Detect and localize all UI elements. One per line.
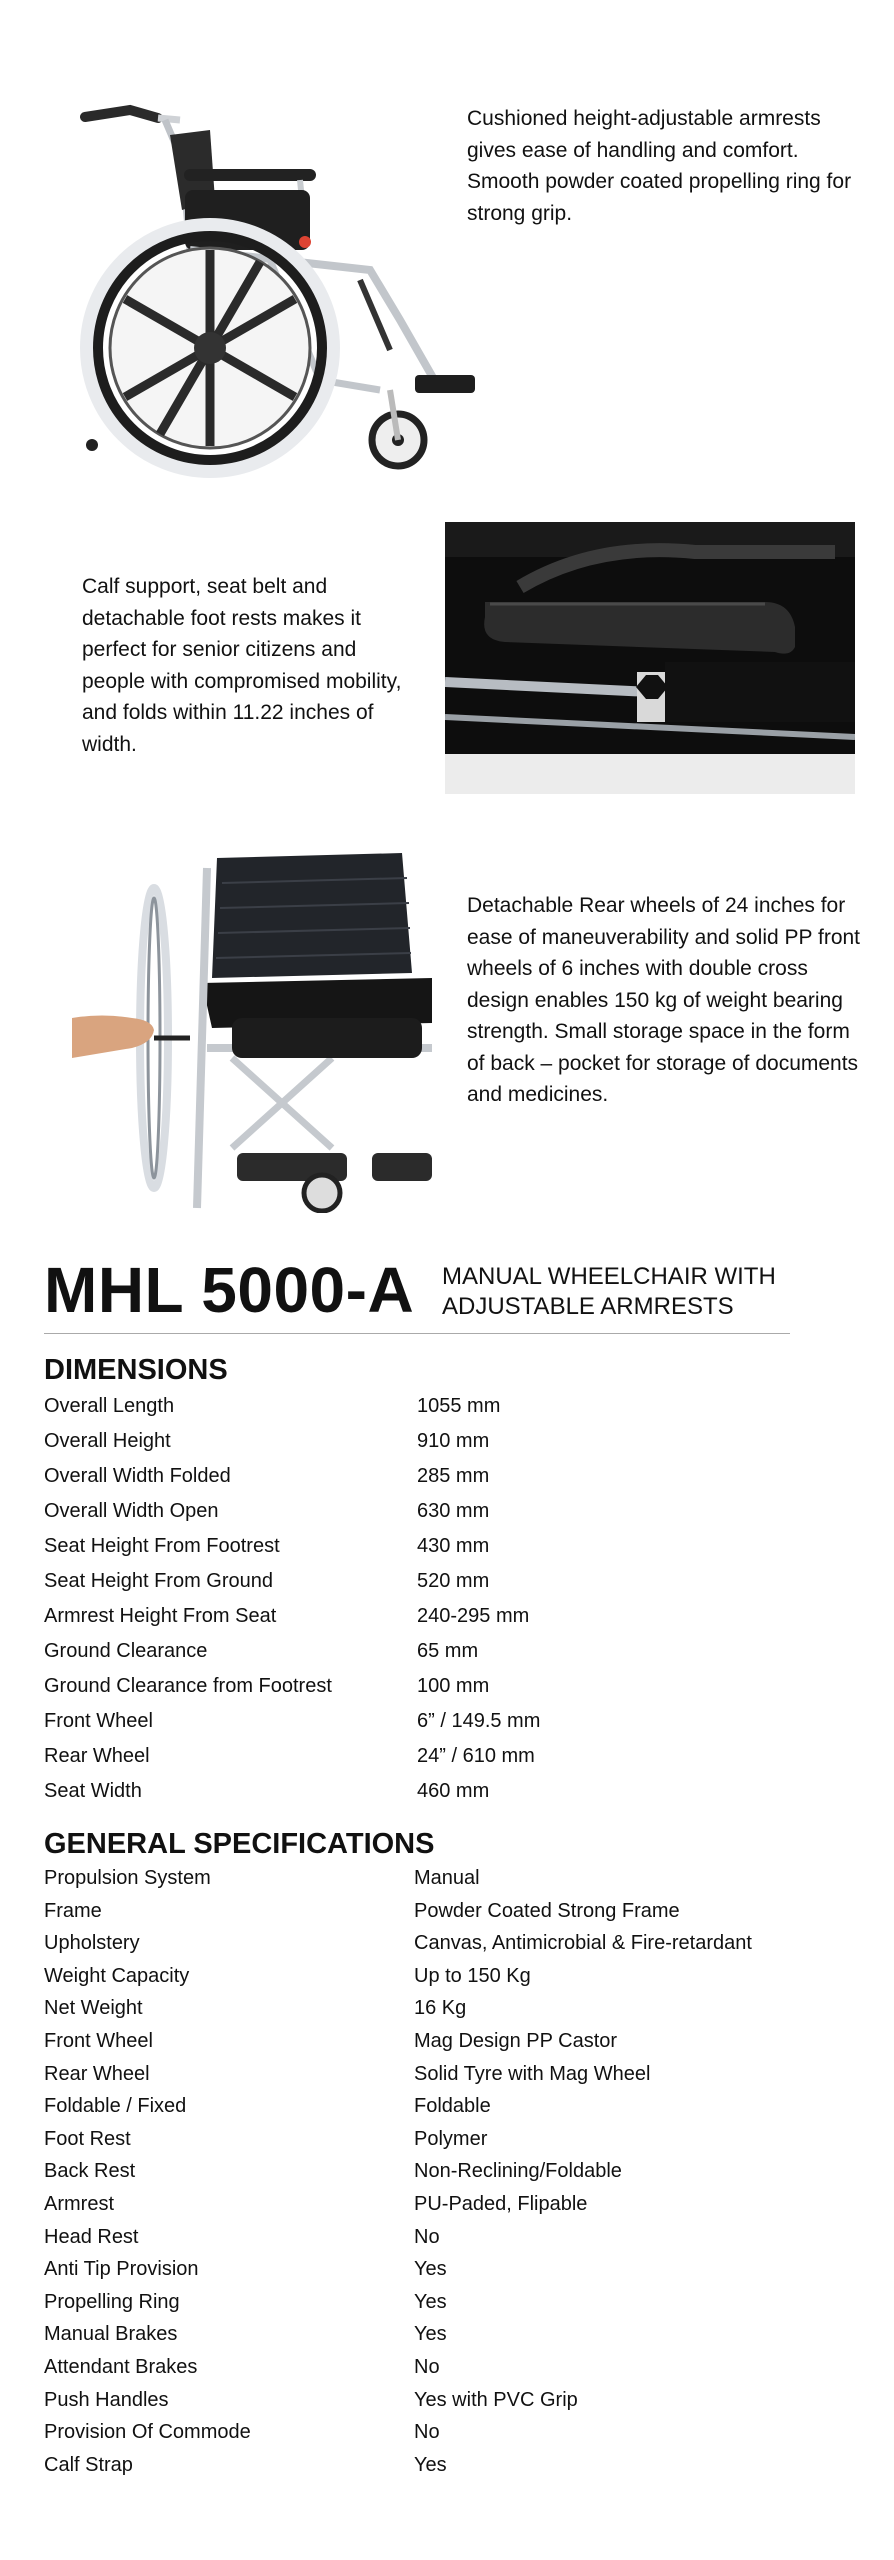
spec-label: Propelling Ring: [44, 2290, 180, 2313]
spec-label: Overall Length: [44, 1395, 175, 1417]
spec-value: Non-Reclining/Foldable: [414, 2160, 622, 2183]
spec-value: Yes: [414, 2323, 447, 2346]
table-row: [44, 1669, 844, 1704]
spec-value: 460 mm: [417, 1780, 490, 1802]
feature-rear-wheels-text: Detachable Rear wheels of 24 inches for ease of maneuverability and solid PP front wheels of 6 inches with double cross design enables 150 kg of weight bearing strength. Small storage space in the form of back – pocket for storage of documents and medicines.: [467, 894, 861, 1106]
spec-label: Attendant Brakes: [44, 2355, 198, 2378]
spec-value: Yes: [414, 2258, 447, 2281]
spec-value: Yes: [414, 2290, 447, 2313]
spec-label: Provision Of Commode: [44, 2421, 251, 2444]
table-row: [44, 2449, 844, 2482]
spec-value: 285 mm: [417, 1465, 490, 1487]
table-row: [44, 1927, 844, 1960]
spec-label: Manual Brakes: [44, 2323, 178, 2346]
spec-value: 630 mm: [417, 1500, 490, 1522]
spec-label: Foot Rest: [44, 2127, 131, 2150]
table-row: [44, 1895, 844, 1928]
spec-label: Armrest: [44, 2192, 114, 2215]
spec-label: Back Rest: [44, 2160, 136, 2183]
spec-label: Seat Width: [44, 1780, 142, 1802]
spec-label: Front Wheel: [44, 2029, 153, 2052]
table-row: [44, 1992, 844, 2025]
spec-label: Seat Height From Footrest: [44, 1535, 280, 1557]
table-row: [44, 2155, 844, 2188]
dimensions-heading: DIMENSIONS: [44, 1354, 228, 1386]
table-row: [44, 1634, 844, 1669]
spec-label: Ground Clearance: [44, 1640, 208, 1662]
spec-label: Front Wheel: [44, 1710, 153, 1732]
spec-value: 100 mm: [417, 1675, 490, 1697]
spec-value: Yes: [414, 2453, 447, 2476]
table-row: [44, 2221, 844, 2254]
spec-label: Rear Wheel: [44, 2062, 150, 2085]
table-row: [44, 1862, 844, 1895]
spec-value: 910 mm: [417, 1430, 490, 1452]
spec-value: Powder Coated Strong Frame: [414, 1899, 680, 1922]
spec-value: 6” / 149.5 mm: [417, 1710, 541, 1732]
table-row: [44, 2286, 844, 2319]
spec-value: No: [414, 2225, 440, 2248]
header-divider: [44, 1333, 790, 1334]
product-subtitle: MANUAL WHEELCHAIR WITH ADJUSTABLE ARMRESTS: [442, 1263, 776, 1320]
table-row: [44, 2058, 844, 2091]
spec-label: Foldable / Fixed: [44, 2095, 187, 2118]
feature-calf-support-text: Calf support, seat belt and detachable foot rests makes it perfect for senior citizens and people with compromised mobility, and folds within 11.22 inches of width.: [82, 575, 402, 756]
spec-value: Manual: [414, 1867, 480, 1889]
spec-label: Weight Capacity: [44, 1964, 190, 1987]
dimensions-table: [44, 1389, 844, 1809]
spec-value: Up to 150 Kg: [414, 1964, 531, 1987]
spec-value: Foldable: [414, 2095, 491, 2118]
spec-label: Armrest Height From Seat: [44, 1605, 277, 1627]
wheelchair-side-view-image: [70, 90, 530, 490]
table-row: [44, 1704, 844, 1739]
spec-label: Frame: [44, 1899, 102, 1922]
spec-value: 520 mm: [417, 1570, 490, 1592]
spec-label: Calf Strap: [44, 2453, 133, 2476]
model-number: MHL 5000-A: [44, 1254, 415, 1326]
spec-value: 240-295 mm: [417, 1605, 530, 1627]
spec-label: Push Handles: [44, 2388, 169, 2411]
table-row: [44, 1599, 844, 1634]
table-row: [44, 1564, 844, 1599]
detachable-wheel-image: [72, 848, 432, 1213]
spec-value: Polymer: [414, 2127, 488, 2150]
general-specifications-heading: GENERAL SPECIFICATIONS: [44, 1828, 435, 1860]
spec-label: Rear Wheel: [44, 1745, 150, 1767]
table-row: [44, 1774, 844, 1809]
table-row: [44, 1529, 844, 1564]
table-row: [44, 1739, 844, 1774]
table-row: [44, 2318, 844, 2351]
spec-label: Propulsion System: [44, 1867, 211, 1889]
general-specifications-table: [44, 1862, 844, 2481]
armrest-closeup-image: [445, 522, 855, 794]
table-row: [44, 1459, 844, 1494]
table-row: [44, 1424, 844, 1459]
spec-label: Ground Clearance from Footrest: [44, 1675, 332, 1697]
spec-label: Anti Tip Provision: [44, 2258, 199, 2281]
table-row: [44, 2025, 844, 2058]
table-row: [44, 2090, 844, 2123]
table-row: [44, 2351, 844, 2384]
spec-value: 430 mm: [417, 1535, 490, 1557]
table-row: [44, 1389, 844, 1424]
table-row: [44, 2123, 844, 2156]
table-row: [44, 2384, 844, 2417]
spec-value: 1055 mm: [417, 1395, 501, 1417]
spec-value: 24” / 610 mm: [417, 1745, 535, 1767]
table-row: [44, 1494, 844, 1529]
table-row: [44, 1960, 844, 1993]
spec-label: Net Weight: [44, 1997, 143, 2020]
spec-value: Mag Design PP Castor: [414, 2029, 618, 2052]
spec-value: 65 mm: [417, 1640, 479, 1662]
feature-armrests-text: Cushioned height-adjustable armrests gives ease of handling and comfort. Smooth powder coated propelling ring for strong grip.: [467, 107, 852, 225]
table-row: [44, 2416, 844, 2449]
table-row: [44, 2253, 844, 2286]
spec-label: Overall Height: [44, 1430, 171, 1452]
table-row: [44, 2188, 844, 2221]
spec-label: Head Rest: [44, 2225, 139, 2248]
spec-label: Overall Width Open: [44, 1500, 219, 1522]
spec-value: No: [414, 2355, 440, 2378]
spec-value: No: [414, 2421, 440, 2444]
spec-value: Canvas, Antimicrobial & Fire-retardant: [414, 1932, 752, 1955]
spec-label: Overall Width Folded: [44, 1465, 231, 1487]
spec-value: 16 Kg: [414, 1997, 467, 2020]
spec-value: PU-Paded, Flipable: [414, 2192, 588, 2215]
spec-label: Upholstery: [44, 1932, 140, 1955]
spec-value: Yes with PVC Grip: [414, 2388, 578, 2411]
spec-value: Solid Tyre with Mag Wheel: [414, 2062, 651, 2085]
spec-label: Seat Height From Ground: [44, 1570, 273, 1592]
